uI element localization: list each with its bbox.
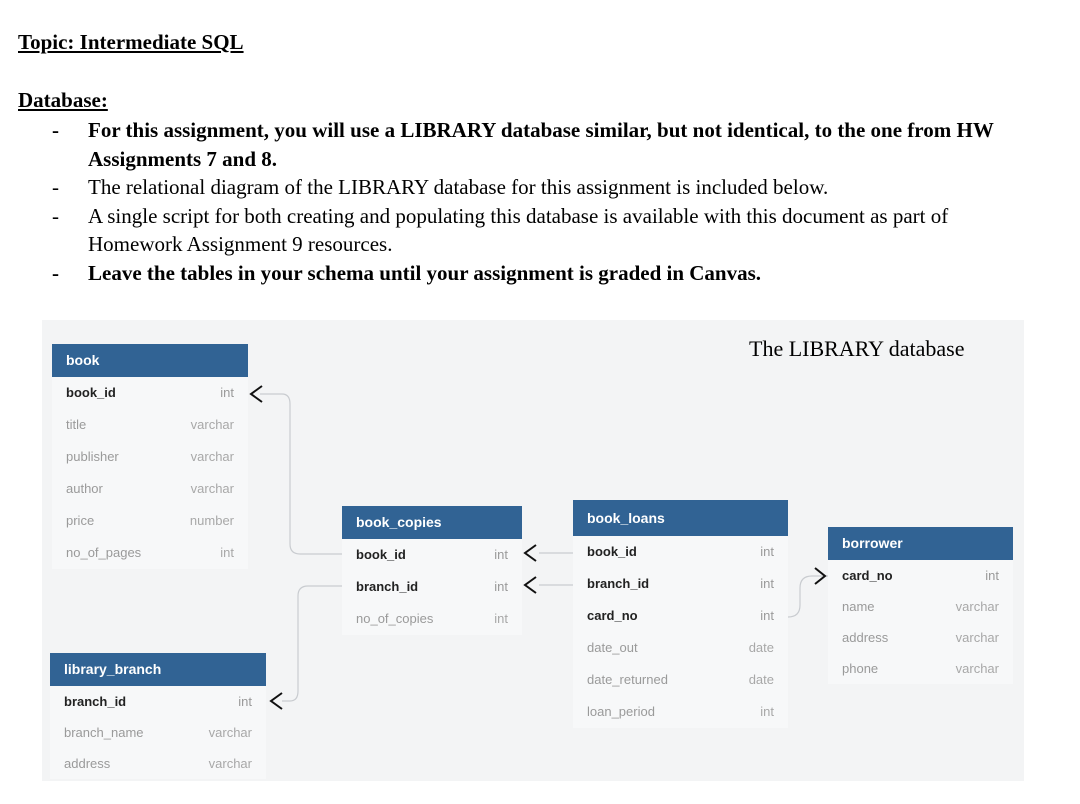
column-name: name (842, 599, 875, 614)
table-row (573, 568, 788, 600)
column-name: address (842, 630, 889, 645)
table-row (50, 748, 266, 779)
column-name: card_no (587, 608, 638, 623)
column-type: varchar (190, 449, 234, 464)
column-type: int (494, 611, 508, 626)
table-library-branch (50, 653, 266, 779)
table-row (52, 473, 248, 505)
link-loans-borrower (788, 576, 828, 617)
column-name: date_returned (587, 672, 668, 687)
page-title: Topic: Intermediate SQL (18, 30, 244, 54)
table-row (828, 653, 1013, 684)
crowfoot-copies-branch-id (525, 577, 536, 593)
table-row (52, 409, 248, 441)
column-name: book_id (66, 385, 116, 400)
bullet-dash: - (52, 118, 59, 142)
table-row (342, 603, 522, 635)
table-header: borrower (828, 527, 1013, 560)
table-book (52, 344, 248, 569)
column-name: no_of_pages (66, 545, 142, 560)
table-row (828, 591, 1013, 622)
column-type: date (748, 640, 774, 655)
column-name: author (66, 481, 103, 496)
bullet-dash: - (52, 203, 59, 228)
column-type: int (238, 694, 252, 709)
link-book-book-copies (260, 394, 342, 554)
er-diagram (42, 320, 1024, 781)
table-row (50, 686, 266, 717)
table-borrower (828, 527, 1013, 684)
column-type: varchar (190, 417, 234, 432)
column-name: publisher (66, 449, 119, 464)
column-name: book_id (587, 544, 637, 559)
crowfoot-copies-book-id (525, 545, 536, 561)
column-name: branch_name (64, 725, 144, 740)
table-row (573, 536, 788, 568)
table-row (52, 505, 248, 537)
column-name: branch_id (356, 579, 419, 594)
column-name: book_id (356, 547, 406, 562)
table-header: book_loans (573, 500, 788, 536)
column-type: int (220, 545, 234, 560)
bullet-text: A single script for both creating and populating this database is available with this document as part of Homework Assignment 9 resources. (88, 203, 949, 256)
column-type: int (760, 544, 774, 559)
table-row (342, 539, 522, 571)
column-name: branch_id (64, 694, 127, 709)
column-type: int (494, 547, 508, 562)
bullet-item (52, 173, 1032, 202)
table-header: book_copies (342, 506, 522, 539)
column-type: number (189, 513, 234, 528)
bullet-list (52, 116, 1032, 287)
bullet-text: For this assignment, you will use a LIBRARY database similar, but not identical, to the one from HW Assignments 7 and 8. (88, 118, 994, 171)
column-type: int (220, 385, 234, 400)
table-row (573, 696, 788, 728)
bullet-item (52, 202, 1032, 259)
bullet-text: The relational diagram of the LIBRARY database for this assignment is included below. (88, 175, 829, 199)
column-name: phone (842, 661, 879, 676)
column-name: address (64, 756, 111, 771)
column-type: int (760, 576, 774, 591)
table-row (50, 717, 266, 748)
column-name: loan_period (587, 704, 655, 719)
table-header: library_branch (50, 653, 266, 686)
column-type: varchar (955, 661, 999, 676)
column-type: varchar (955, 599, 999, 614)
column-type: date (748, 672, 774, 687)
column-name: date_out (587, 640, 638, 655)
table-header: book (52, 344, 248, 377)
bullet-text: Leave the tables in your schema until your assignment is graded in Canvas. (88, 260, 762, 285)
link-branch-book-copies (282, 586, 342, 701)
column-type: varchar (190, 481, 234, 496)
table-row (52, 537, 248, 569)
column-name: no_of_copies (356, 611, 434, 626)
column-name: card_no (842, 568, 893, 583)
crowfoot-branch-id (271, 693, 282, 709)
column-name: title (66, 417, 87, 432)
column-type: varchar (208, 725, 252, 740)
table-row (52, 441, 248, 473)
column-type: int (760, 608, 774, 623)
section-heading: Database: (18, 88, 108, 112)
column-type: varchar (955, 630, 999, 645)
bullet-item (52, 259, 1032, 288)
table-row (573, 600, 788, 632)
column-name: price (66, 513, 95, 528)
diagram-title: The LIBRARY database (749, 336, 965, 361)
column-type: varchar (208, 756, 252, 771)
column-name: branch_id (587, 576, 650, 591)
table-row (573, 632, 788, 664)
table-book-copies (342, 506, 522, 635)
column-type: int (760, 704, 774, 719)
table-row (573, 664, 788, 696)
column-type: int (494, 579, 508, 594)
bullet-item (52, 116, 1032, 173)
bullet-dash: - (52, 260, 59, 285)
column-type: int (985, 568, 999, 583)
table-row (342, 571, 522, 603)
table-row (828, 560, 1013, 591)
table-row (52, 377, 248, 409)
table-book-loans (573, 500, 788, 728)
table-row (828, 622, 1013, 653)
bullet-dash: - (52, 175, 59, 199)
